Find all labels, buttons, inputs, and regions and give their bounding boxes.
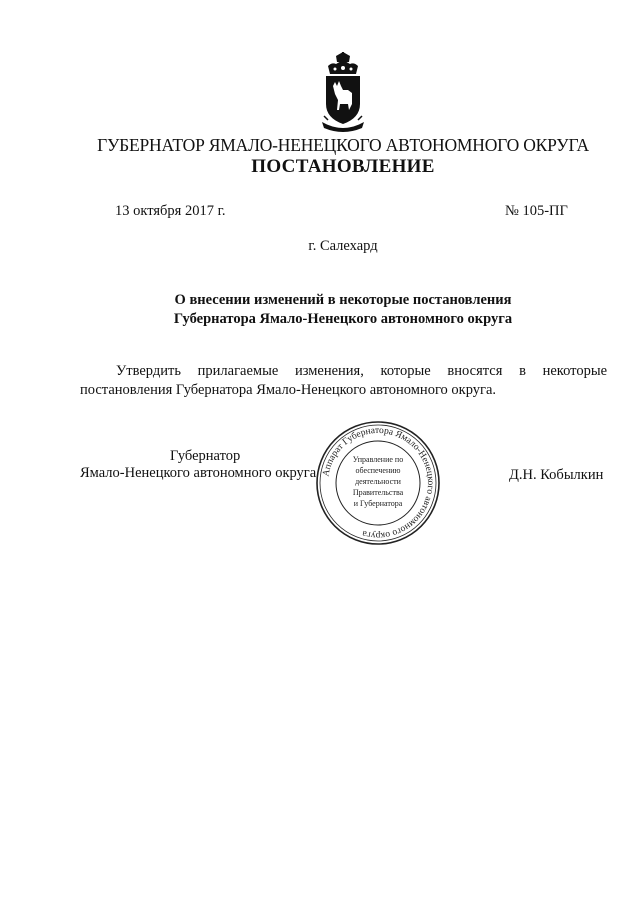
document-city: г. Салехард: [308, 238, 378, 254]
body-paragraph-line-2: постановления Губернатора Ямало-Ненецкого автономного округа.: [80, 382, 497, 398]
seal-inner-line-1: Управление по: [352, 455, 404, 464]
document-title-line-1: О внесении изменений в некоторые постановления: [174, 292, 512, 308]
seal-inner-line-5: и Губернатора: [353, 499, 403, 508]
official-seal: [315, 420, 441, 546]
seal-inner-line-3: деятельности: [355, 477, 401, 486]
signatory-position-line-1: Губернатор: [170, 448, 241, 464]
document-date: 13 октября 2017 г.: [115, 203, 226, 219]
body-paragraph-line-1: Утвердить прилагаемые изменения, которые вносятся в некоторые: [116, 363, 607, 379]
issuing-authority: ГУБЕРНАТОР ЯМАЛО-НЕНЕЦКОГО АВТОНОМНОГО ОКРУГА: [97, 135, 589, 155]
seal-inner-line-2: обеспечению: [355, 466, 401, 475]
signatory-position-line-2: Ямало-Ненецкого автономного округа: [80, 465, 317, 481]
signatory-name: Д.Н. Кобылкин: [509, 467, 604, 483]
coat-of-arms-icon: [318, 52, 368, 134]
seal-inner-line-4: Правительства: [352, 488, 404, 497]
document-number: № 105-ПГ: [505, 203, 568, 219]
document-type: ПОСТАНОВЛЕНИЕ: [251, 156, 435, 177]
document-title-line-2: Губернатора Ямало-Ненецкого автономного округа: [173, 311, 513, 327]
seal-outer-text: Аппарат Губернатора Ямало-Ненецкого автономного округа: [321, 425, 436, 541]
